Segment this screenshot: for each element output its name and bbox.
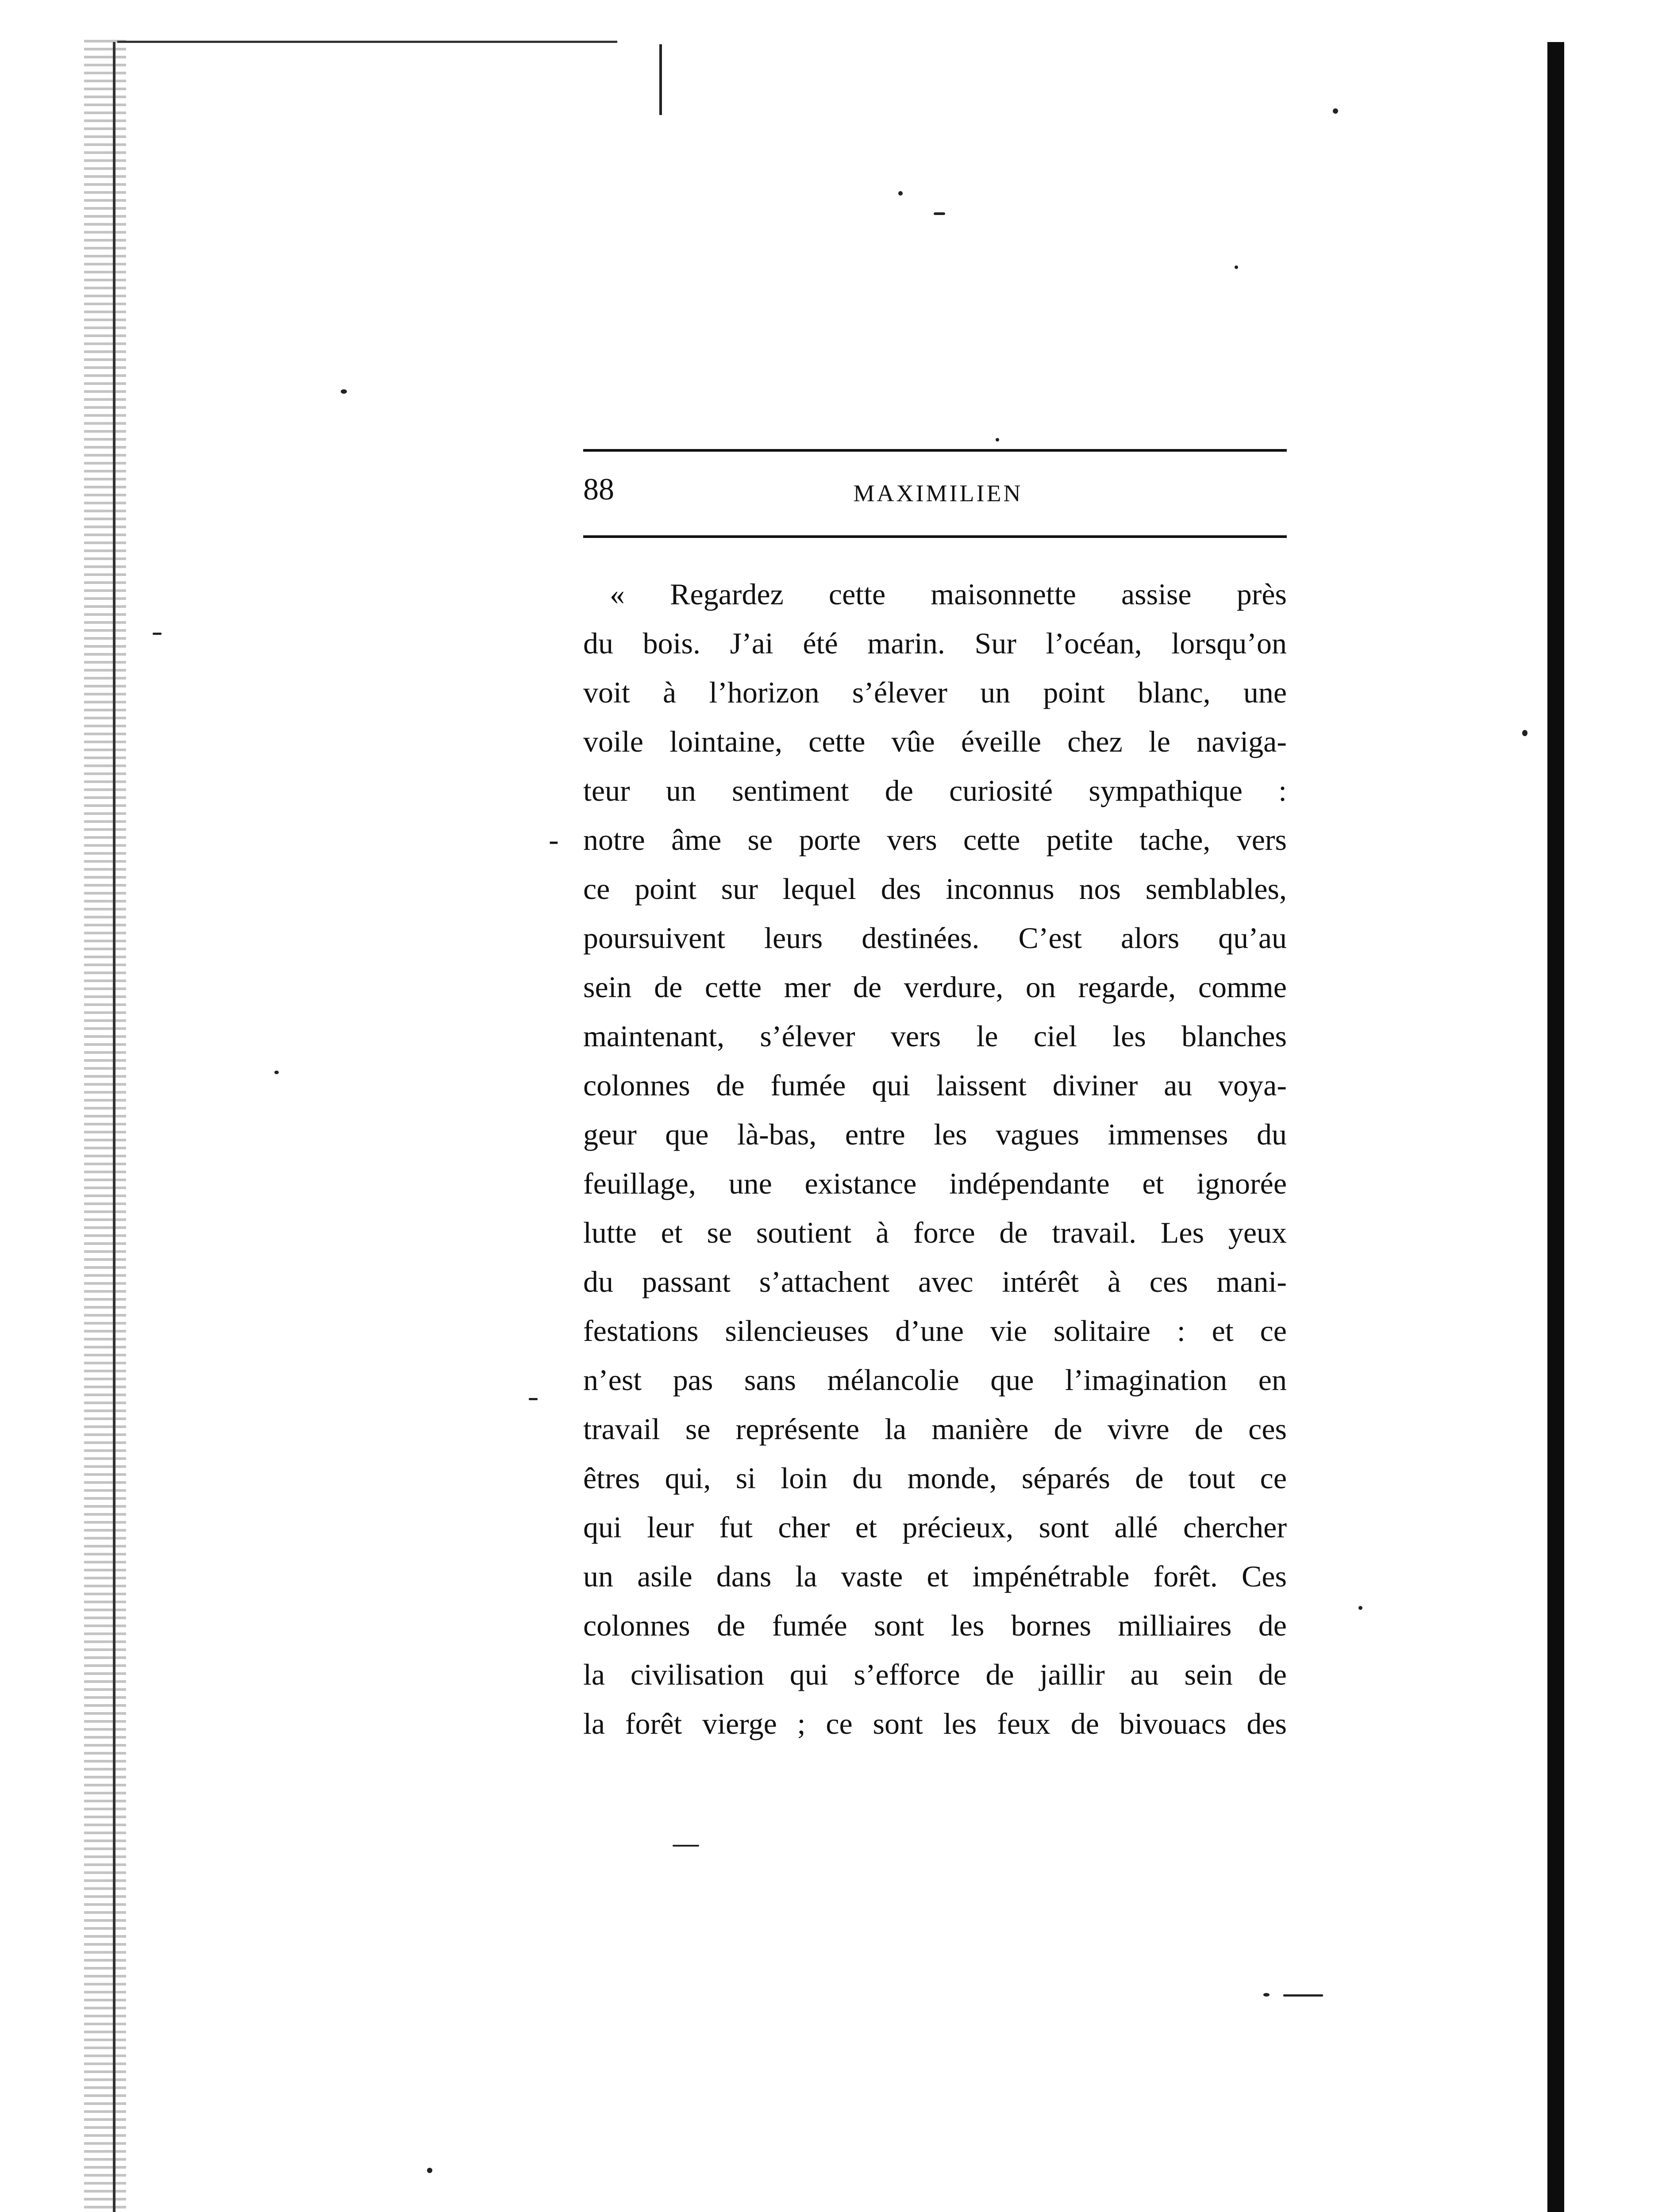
dust-speck: [898, 191, 903, 196]
dust-speck: [1263, 1993, 1270, 1997]
text-line: n’est pas sans mélancolie que l’imagination en: [583, 1363, 1287, 1397]
text-line: la civilisation qui s’efforce de jaillir au sein de: [583, 1658, 1287, 1691]
text-line: qui leur fut cher et précieux, sont allé chercher: [583, 1510, 1287, 1544]
text-line: lutte et se soutient à force de travail. Les yeux: [583, 1216, 1287, 1249]
text-line: ce point sur lequel des inconnus nos semblables,: [583, 872, 1287, 906]
dust-speck: [1333, 108, 1338, 114]
margin-dash-mark: -: [549, 823, 559, 856]
dust-speck: [529, 1398, 538, 1400]
text-line: « Regardez cette maisonnette assise près: [610, 577, 1287, 611]
scan-left-edge-artifact: [84, 40, 126, 2212]
text-line: un asile dans la vaste et impénétrable forêt. Ces: [583, 1559, 1287, 1593]
dust-speck: [1358, 1606, 1362, 1610]
dust-speck: [153, 633, 162, 635]
text-line: notre âme se porte vers cette petite tache, vers: [583, 823, 1287, 856]
text-line: êtres qui, si loin du monde, séparés de tout ce: [583, 1461, 1287, 1495]
scan-top-border-line: [117, 41, 617, 43]
header-top-rule: [583, 449, 1287, 452]
scan-left-border-line: [113, 42, 115, 2212]
body-text: [583, 570, 1287, 1748]
dust-speck: [934, 212, 945, 215]
dust-speck: [1235, 265, 1238, 269]
dust-speck: [1522, 730, 1527, 736]
dust-speck: [341, 389, 347, 394]
text-line: colonnes de fumée qui laissent diviner au voya-: [583, 1068, 1287, 1102]
scan-right-shadow-bar: [1547, 42, 1564, 2212]
text-line: du bois. J’ai été marin. Sur l’océan, lorsqu’on: [583, 626, 1287, 660]
text-line: maintenant, s’élever vers le ciel les blanches: [583, 1019, 1287, 1053]
page-number: 88: [583, 472, 614, 507]
text-line: du passant s’attachent avec intérêt à ces mani-: [583, 1265, 1287, 1298]
text-line: geur que là-bas, entre les vagues immenses du: [583, 1118, 1287, 1151]
text-line: travail se représente la manière de vivre de ces: [583, 1412, 1287, 1446]
text-line: sein de cette mer de verdure, on regarde, comme: [583, 970, 1287, 1004]
text-line: colonnes de fumée sont les bornes milliaires de: [583, 1609, 1287, 1642]
running-title: MAXIMILIEN: [853, 480, 1023, 507]
text-line: voit à l’horizon s’élever un point blanc, une: [583, 676, 1287, 709]
header-bottom-rule: [583, 535, 1287, 538]
text-line: la forêt vierge ; ce sont les feux de bivouacs des: [583, 1707, 1287, 1740]
dust-speck: [427, 2168, 432, 2173]
scan-top-tick-mark: [659, 44, 662, 115]
text-line: teur un sentiment de curiosité sympathique :: [583, 774, 1287, 807]
text-line: feuillage, une existance indépendante et ignorée: [583, 1167, 1287, 1200]
text-line: festations silencieuses d’une vie solitaire : et ce: [583, 1314, 1287, 1348]
dust-speck: [996, 438, 999, 442]
text-line: poursuivent leurs destinées. C’est alors qu’au: [583, 921, 1287, 955]
dust-speck: [274, 1071, 279, 1074]
text-line: voile lointaine, cette vûe éveille chez le naviga-: [583, 725, 1287, 758]
dust-speck: [673, 1845, 699, 1847]
dust-speck: [1283, 1994, 1323, 1997]
